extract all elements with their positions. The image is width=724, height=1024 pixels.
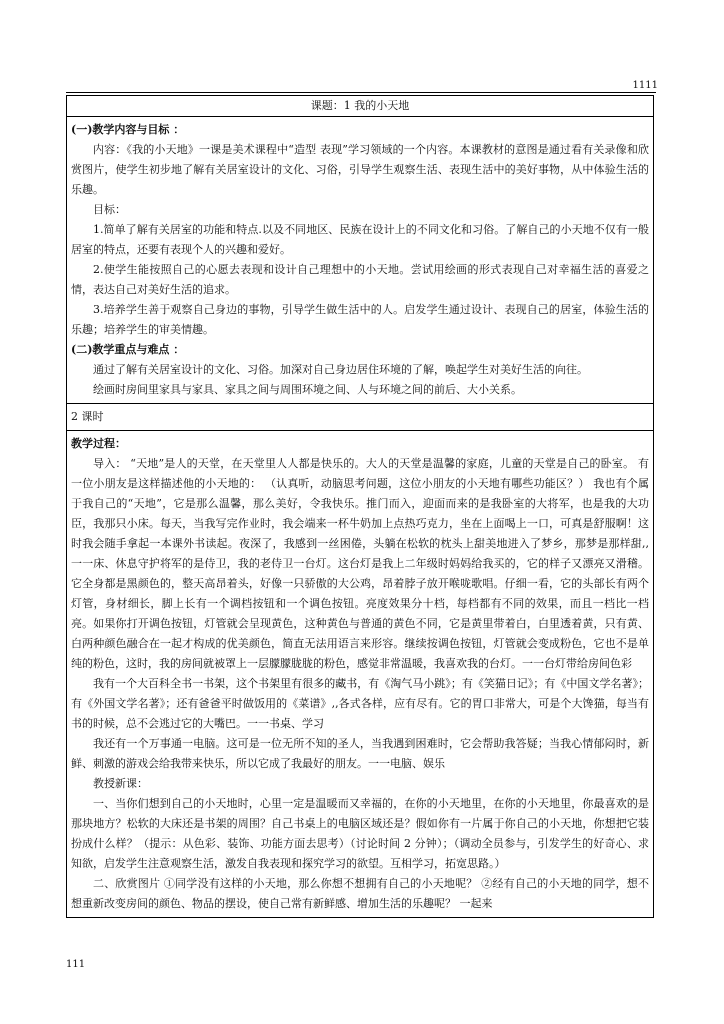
class-hours: 2 课时 [67, 404, 653, 431]
difficulty-paragraph: 绘画时房间里家具与家具、家具之间与周围环境之间、人与环境之间的前后、大小关系。 [93, 383, 522, 396]
key-point-paragraph: 通过了解有关居室设计的文化、习俗。加深对自己身边居住环境的了解，唤起学生对美好生活的向往。 [93, 363, 588, 376]
teaching-process-section [67, 431, 653, 917]
page-number-top: 1111 [632, 80, 658, 91]
goal-item: 1.简单了解有关居室的功能和特点.以及不同地区、民族在设计上的不同文化和习俗。了解自己的小天地不仅有一般居室的特点，还要有表现个人的兴趣和爱好。 [71, 223, 649, 256]
goals-label: 目标： [93, 203, 126, 216]
content-paragraph: 内容：《我的小天地》一课是美术课程中“造型 表现”学习领域的一个内容。本课教材的意图是通过看有关录像和欣赏图片，使学生初步地了解有关居室设计的文化、习俗，引导学生观察生活、表现生活中的美好事物，从中体验生活的乐趣。 [71, 143, 649, 196]
section1-heading: (一)教学内容与目标 ： [71, 123, 185, 136]
section2-heading: (二)教学重点与难点 ： [71, 343, 185, 356]
process-paragraph: 我有一个大百科全书一书架，这个书架里有很多的藏书，有《淘气马小跳》；有《笑猫日记》；有《中国文学名著》；有《外国文学名著》；还有爸爸平时做饭用的《菜谱》,,各式各样，应有尽有。它的胃口非常大，可是个大馋猫，每当有书的时候，总不会逃过它的大嘴巴。一一书桌、学习 [71, 677, 649, 730]
goal-item: 3.培养学生善于观察自己身边的事物，引导学生做生活中的人。启发学生通过设计、表现自己的居室，体验生活的乐趣；培养学生的审美情趣。 [71, 303, 649, 336]
lesson-plan-table [66, 95, 654, 918]
teaching-content-section [67, 117, 653, 404]
process-paragraph: 我还有一个万事通一电脑。这可是一位无所不知的圣人，当我遇到困难时，它会帮助我答疑；当我心情郁闷时，新鲜、刺激的游戏会给我带来快乐，所以它成了我最好的朋友。一一电脑、娱乐 [71, 737, 649, 770]
course-title: 课题：1 我的小天地 [67, 96, 653, 117]
goal-item: 2.使学生能按照自己的心愿去表现和设计自己理想中的小天地。尝试用绘画的形式表现自己对幸福生活的喜爱之情，表达自己对美好生活的追求。 [71, 263, 649, 296]
process-paragraph: 教授新课： [93, 777, 148, 790]
process-paragraph: 二、欣赏图片 ①同学没有这样的小天地，那么你想不想拥有自己的小天地呢？ ②经有自己的小天地的同学，想不想重新改变房间的颜色、物品的摆设，使自己常有新鲜感、增加生活的乐趣呢？ 一起来 [71, 877, 649, 910]
process-paragraph: 导入： “天地”是人的天堂，在天堂里人人都是快乐的。大人的天堂是温馨的家庭，儿童的天堂是自己的卧室。 有一位小朋友是这样描述他的小天地的： （认真听，动脑思考问题，这位小朋友的小天地有哪些功能区？） 我也有个属于我自己的“天地”，它是那么温馨，那么美好，令我快乐。推门而入，迎面而来的是我卧室的大将军，也是我的大功臣，我那只小床。每天，当我写完作业时，我会端来一杯牛奶加上点热巧克力，坐在上面喝上一口，可真是舒服啊！这时我会随手拿起一本课外书读起。夜深了，我感到一丝困倦，头躺在松软的枕头上甜美地进入了梦乡，那梦是那样甜,,一一床、休息守护将军的是侍卫，我的老侍卫一台灯。这台灯是我上二年级时妈妈给我买的，它的样子又漂亮又滑稽。它全身都是黑颜色的，整天高昂着头，好像一只骄傲的大公鸡，昂着脖子放开喉咙歌唱。仔细一看，它的头部长有两个灯管，身材细长，脚上长有一个调档按钮和一个调色按钮。亮度效果分十档，每档都有不同的效果，而且一档比一档亮。如果你打开调色按钮，灯管就会呈现黄色，这种黄色与普通的黄色不同，它是黄里带着白，白里透着黄，只有黄、白两种颜色融合在一起才构成的优美颜色，简直无法用语言来形容。继续按调色按钮，灯管就会变成粉色，它也不是单纯的粉色，这时，我的房间就被罩上一层朦朦胧胧的粉色，感觉非常温暖，我喜欢我的台灯。一一台灯带给房间色彩 [71, 457, 649, 670]
header-rule [66, 92, 656, 93]
page-number-bottom: 111 [66, 959, 86, 970]
process-paragraph: 一、当你们想到自己的小天地时，心里一定是温暖而又幸福的，在你的小天地里，在你的小天地里，你最喜欢的是那块地方？松软的大床还是书架的周围？自己书桌上的电脑区域还是？假如你有一片属于你自己的小天地，你想把它装扮成什么样？（提示：从色彩、装饰、功能方面去思考）（讨论时间 2 分钟）；（调动全员参与，引发学生的好奇心、求知欲，启发学生注意观察生活，激发自我表现和探究学习的欲望。互相学习，拓宽思路。） [71, 797, 649, 870]
process-heading: 教学过程： [71, 437, 126, 450]
